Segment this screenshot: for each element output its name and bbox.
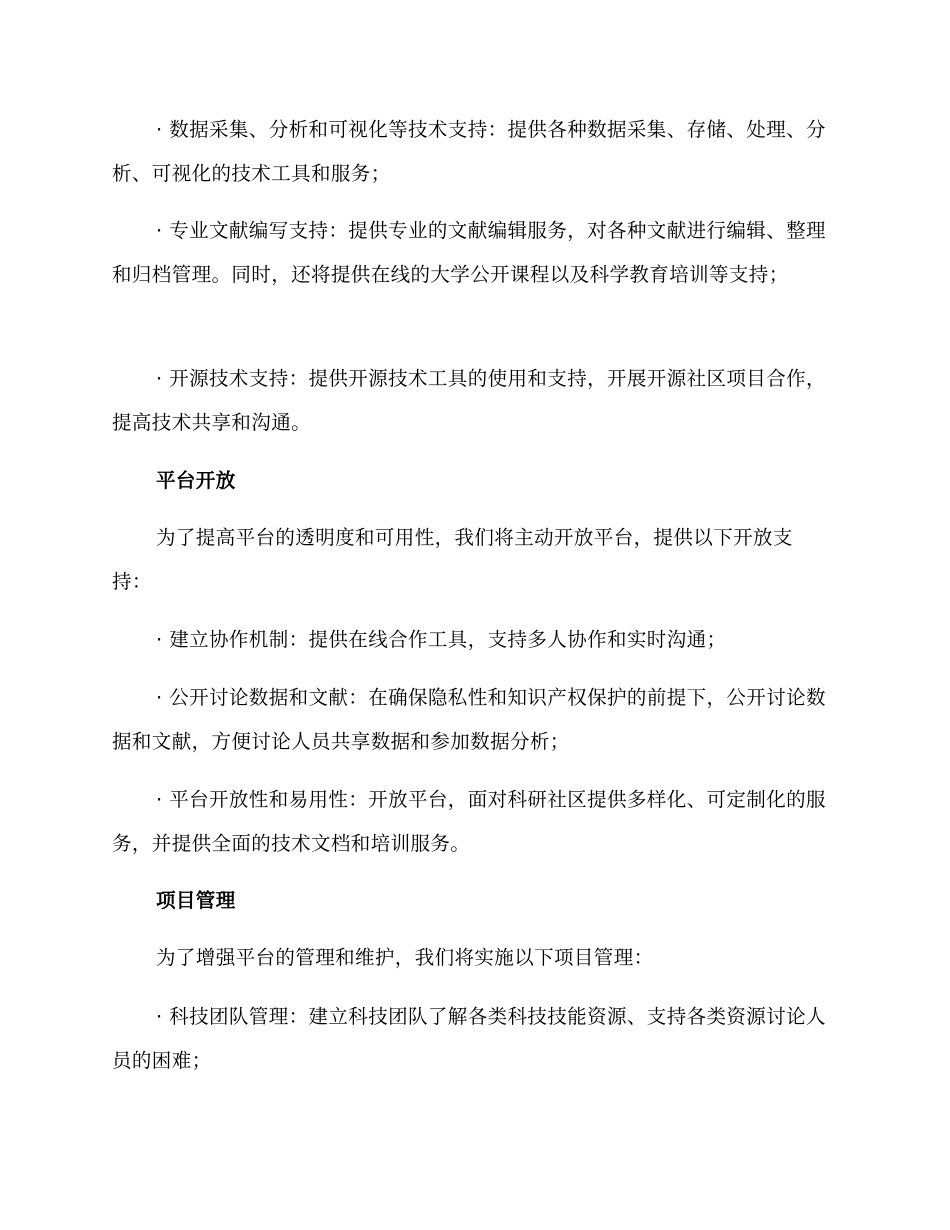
bullet-public-data: · 公开讨论数据和文献：在确保隐私性和知识产权保护的前提下，公开讨论数据和文献，方便讨论人员共享数据和参加数据分析； (112, 686, 826, 753)
bullet-team-management: · 科技团队管理：建立科技团队了解各类科技技能资源、支持各类资源讨论人员的困难； (112, 1005, 826, 1072)
bullet-openness-usability: · 平台开放性和易用性：开放平台，面对科研社区提供多样化、可定制化的服务，并提供全面的技术文档和培训服务。 (112, 788, 826, 855)
bullet-open-source-support: · 开源技术支持：提供开源技术工具的使用和支持，开展开源社区项目合作，提高技术共享和沟通。 (112, 367, 826, 434)
paragraph-open-intro: 为了提高平台的透明度和可用性，我们将主动开放平台，提供以下开放支持： (112, 526, 793, 593)
bullet-literature-support: · 专业文献编写支持：提供专业的文献编辑服务，对各种文献进行编辑、整理和归档管理。同时，还将提供在线的大学公开课程以及科学教育培训等支持； (112, 219, 826, 286)
bullet-data-support: · 数据采集、分析和可视化等技术支持：提供各种数据采集、存储、处理、分析、可视化的技术工具和服务； (112, 118, 826, 185)
paragraph-management-intro: 为了增强平台的管理和维护，我们将实施以下项目管理： (156, 946, 654, 969)
bullet-collaboration: · 建立协作机制：提供在线合作工具，支持多人协作和实时沟通； (156, 628, 727, 651)
section-heading-project-management: 项目管理 (156, 889, 236, 912)
section-heading-platform-open: 平台开放 (156, 469, 236, 492)
